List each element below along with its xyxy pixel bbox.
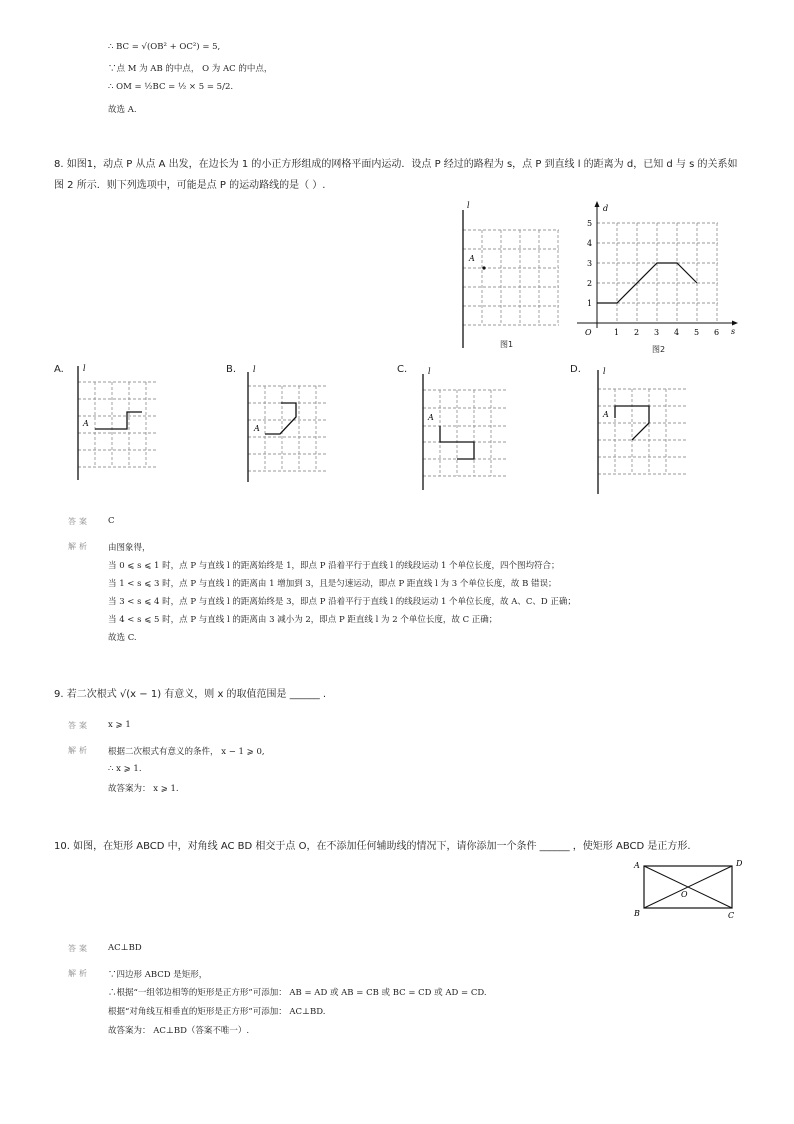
prev-solution-line-1: ∴ BC = √(OB² + OC²) = 5, (108, 42, 221, 52)
fig2-xtick-6: 6 (714, 328, 720, 337)
option-b-point-label: A (254, 424, 260, 433)
option-d-label: D. (570, 364, 581, 375)
option-c-point-label: A (428, 413, 434, 422)
fig2-xtick-3: 3 (654, 328, 660, 337)
q8-stem-line-2: 图 2 所示．则下列选项中，可能是点 P 的运动路线的是（ ）. (54, 180, 326, 191)
fig2-origin-label: O (585, 328, 592, 337)
fig2-ytick-1: 1 (587, 299, 593, 308)
option-a-figure (70, 362, 170, 482)
fig2-xtick-1: 1 (614, 328, 620, 337)
q10-label-c: C (728, 911, 735, 920)
q10-analysis-line-3: 根据“对角线互相垂直的矩形是正方形”可添加： AC⊥BD. (108, 1007, 326, 1017)
q10-answer-label: 答案 (68, 944, 90, 953)
option-c-line-label: l (428, 367, 431, 376)
q8-figure-1 (455, 198, 570, 353)
q10-analysis-line-4: 故答案为： AC⊥BD（答案不唯一）. (108, 1026, 250, 1036)
q10-analysis-line-2: ∴根据“一组邻边相等的矩形是正方形”可添加： AB = AD 或 AB = CB 或 BC = CD 或 AD = CD. (108, 988, 487, 998)
fig2-s-axis-label: s (731, 327, 736, 336)
q8-stem-line-1: 8. 如图1，动点 P 从点 A 出发，在边长为 1 的小正方形组成的网格平面内运动．设点 P 经过的路程为 s，点 P 到直线 l 的距离为 d，已知 d 与 s 的关系如 (54, 159, 738, 170)
option-a-point-label: A (83, 419, 89, 428)
q10-rectangle-figure (625, 855, 745, 925)
q10-label-a: A (634, 861, 640, 870)
q9-answer: x ⩾ 1 (108, 720, 131, 730)
q10-answer: AC⊥BD (108, 943, 142, 953)
fig1-point-a-label: A (469, 254, 475, 263)
q10-analysis-line-1: ∵四边形 ABCD 是矩形， (108, 970, 208, 980)
q10-analysis-label: 解析 (68, 969, 90, 978)
fig2-xtick-5: 5 (694, 328, 700, 337)
q8-analysis-label: 解析 (68, 542, 90, 551)
q9-analysis-label: 解析 (68, 746, 90, 755)
fig2-ytick-4: 4 (587, 239, 593, 248)
q9-analysis-line-3: 故答案为： x ⩾ 1. (108, 784, 179, 794)
fig2-ytick-3: 3 (587, 259, 593, 268)
q8-analysis-line-3: 当 1 < s ⩽ 3 时，点 P 与直线 l 的距离由 1 增加到 3，且是匀速运动，即点 P 距直线 l 为 3 个单位长度，故 B 错误； (108, 579, 557, 589)
q9-analysis-line-1: 根据二次根式有意义的条件， x − 1 ⩾ 0, (108, 747, 265, 757)
q8-answer: C (108, 516, 115, 526)
fig2-xtick-4: 4 (674, 328, 680, 337)
option-d-line-label: l (603, 367, 606, 376)
option-c-figure (415, 362, 525, 492)
option-a-label: A. (54, 364, 64, 375)
option-d-figure (590, 362, 700, 497)
q9-stem: 9. 若二次根式 √(x − 1) 有意义，则 x 的取值范围是 ______ . (54, 689, 327, 700)
q10-label-o: O (681, 890, 688, 899)
option-a-line-label: l (83, 364, 86, 373)
option-b-figure (240, 362, 340, 487)
q9-analysis-line-2: ∴ x ⩾ 1. (108, 764, 142, 774)
q8-analysis-line-1: 由图象得， (108, 543, 151, 553)
q8-analysis-line-5: 当 4 < s ⩽ 5 时，点 P 与直线 l 的距离由 3 减小为 2，即点 P 距直线 l 为 2 个单位长度，故 C 正确； (108, 615, 498, 625)
q9-answer-label: 答案 (68, 721, 90, 730)
fig2-d-axis-label: d (603, 204, 609, 213)
fig1-caption: 图1 (500, 340, 514, 349)
option-c-label: C. (397, 364, 408, 375)
q10-stem: 10. 如图，在矩形 ABCD 中，对角线 AC BD 相交于点 O，在不添加任何辅助线的情况下，请你添加一个条件 ______ ，使矩形 ABCD 是正方形. (54, 841, 691, 852)
option-d-point-label: A (603, 410, 609, 419)
q10-label-d: D (736, 859, 743, 868)
fig2-ytick-2: 2 (587, 279, 593, 288)
fig2-caption: 图2 (652, 345, 666, 354)
option-b-label: B. (226, 364, 237, 375)
prev-solution-line-2: ∵点 M 为 AB 的中点， O 为 AC 的中点， (108, 64, 273, 74)
prev-solution-line-3: ∴ OM = ½BC = ½ × 5 = 5/2. (108, 82, 234, 92)
q8-figure-2-graph (573, 198, 748, 348)
prev-solution-line-4: 故选 A. (108, 105, 137, 115)
fig2-xtick-2: 2 (634, 328, 640, 337)
fig1-line-label: l (467, 201, 470, 210)
fig2-ytick-5: 5 (587, 219, 593, 228)
q8-analysis-line-4: 当 3 < s ⩽ 4 时，点 P 与直线 l 的距离始终是 3，即点 P 沿着平行于直线 l 的线段运动 1 个单位长度，故 A、C、D 正确； (108, 597, 576, 607)
q8-answer-label: 答案 (68, 517, 90, 526)
q8-analysis-line-6: 故选 C. (108, 633, 137, 643)
q8-analysis-line-2: 当 0 ⩽ s ⩽ 1 时，点 P 与直线 l 的距离始终是 1，即点 P 沿着平行于直线 l 的线段运动 1 个单位长度，四个图均符合； (108, 561, 560, 571)
option-b-line-label: l (253, 365, 256, 374)
q10-label-b: B (634, 909, 640, 918)
